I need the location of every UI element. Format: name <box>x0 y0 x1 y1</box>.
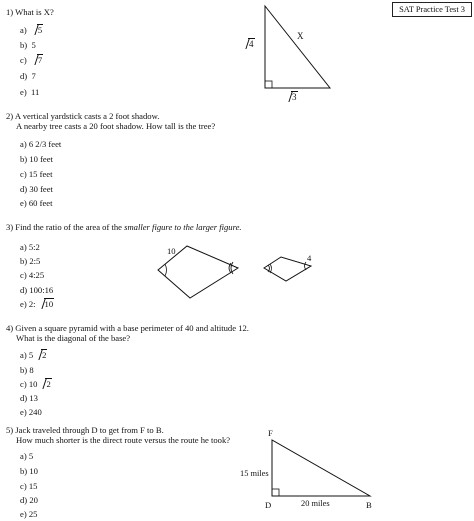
sqrt-symbol: 5 <box>30 26 43 35</box>
q1-side-label: 4 <box>240 40 255 49</box>
q4-option-c[interactable]: c) 10 2 <box>20 379 51 389</box>
base-distance-label: 20 miles <box>301 499 330 508</box>
q4-option-b[interactable]: b) 8 <box>20 365 34 375</box>
q2-option-d[interactable]: d) 30 feet <box>20 184 53 194</box>
q5-option-d[interactable]: d) 20 <box>20 495 38 505</box>
q5-option-b[interactable]: b) 10 <box>20 466 38 476</box>
option-letter: b) <box>20 40 28 50</box>
q5-option-e[interactable]: e) 25 <box>20 509 38 519</box>
question-3-text: 3) Find the ratio of the area of the smaller figure to the larger figure. <box>6 222 242 232</box>
question-4-line-1: 4) Given a square pyramid with a base perimeter of 40 and altitude 12. <box>6 323 249 333</box>
q4-option-a[interactable]: a) 5 2 <box>20 350 47 360</box>
large-kite-label: 10 <box>167 246 176 256</box>
small-kite-label: 4 <box>307 253 312 263</box>
q4-option-d[interactable]: d) 13 <box>20 393 38 403</box>
q2-option-c[interactable]: c) 15 feet <box>20 169 53 179</box>
option-letter: c) <box>20 55 27 65</box>
question-1-text: 1) What is X? <box>6 7 54 17</box>
q2-option-a[interactable]: a) 6 2/3 feet <box>20 139 62 149</box>
q5-triangle <box>272 440 370 496</box>
sqrt-symbol: 10 <box>37 300 55 309</box>
q2-option-b[interactable]: b) 10 feet <box>20 154 53 164</box>
question-5-line-2: How much shorter is the direct route versus the route he took? <box>16 435 231 445</box>
q2-option-e[interactable]: e) 60 feet <box>20 198 53 208</box>
q3-option-e[interactable]: e) 2: 10 <box>20 299 54 309</box>
vertex-f-label: F <box>268 428 273 438</box>
q1-hypotenuse-label: X <box>297 31 304 41</box>
q5-option-c[interactable]: c) 15 <box>20 481 38 491</box>
vertex-d-label: D <box>265 500 272 510</box>
right-angle-mark <box>272 489 279 496</box>
question-4-line-2: What is the diagonal of the base? <box>16 333 131 343</box>
sqrt-symbol: 2 <box>34 351 47 360</box>
option-letter: e) <box>20 87 27 97</box>
q1-base-label: 3 <box>283 93 298 102</box>
option-letter: a) <box>20 25 27 35</box>
sqrt-symbol: 2 <box>38 380 51 389</box>
question-5-line-1: 5) Jack traveled through D to get from F to B. <box>6 425 164 435</box>
test-title-badge: SAT Practice Test 3 <box>392 2 472 17</box>
q3-option-d[interactable]: d) 100:16 <box>20 285 54 295</box>
vertical-distance-label: 15 miles <box>240 469 269 478</box>
option-value: 7 <box>31 71 36 81</box>
q3-option-a[interactable]: a) 5:2 <box>20 242 40 252</box>
option-value: 5 <box>31 40 36 50</box>
question-2-line-1: 2) A vertical yardstick casts a 2 foot shadow. <box>6 111 160 121</box>
q3-option-c[interactable]: c) 4:25 <box>20 270 45 280</box>
q5-option-a[interactable]: a) 5 <box>20 451 34 461</box>
q3-option-b[interactable]: b) 2:5 <box>20 256 41 266</box>
question-2-line-2: A nearby tree casts a 20 foot shadow. How tall is the tree? <box>16 121 216 131</box>
vertex-b-label: B <box>366 500 372 510</box>
option-value: 11 <box>30 87 40 97</box>
option-letter: d) <box>20 71 28 81</box>
sqrt-symbol: 7 <box>30 56 43 65</box>
q4-option-e[interactable]: e) 240 <box>20 407 42 417</box>
